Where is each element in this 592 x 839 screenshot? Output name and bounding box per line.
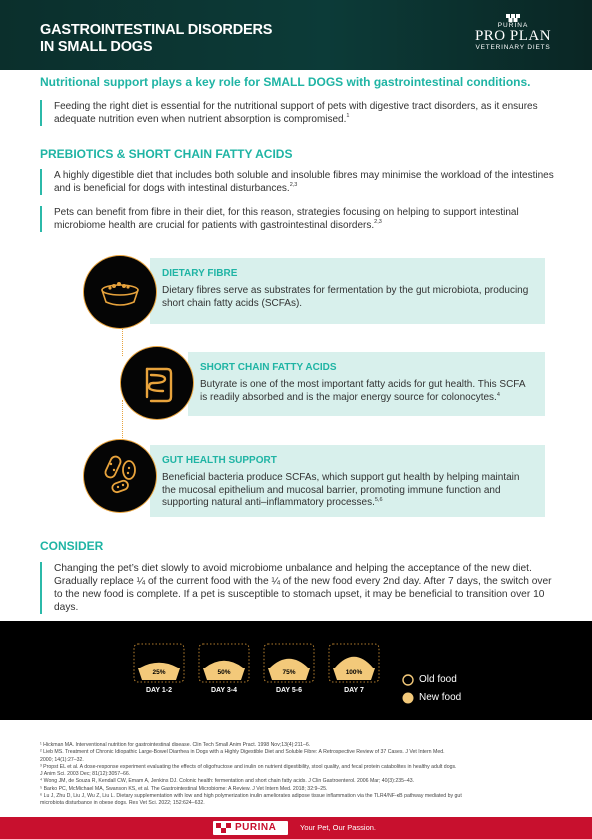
purina-logo xyxy=(213,821,288,835)
new-food-pile xyxy=(140,663,178,668)
step-day-label: DAY 1-2 xyxy=(145,687,173,694)
food-bowl-icon xyxy=(84,256,156,328)
old-food-swatch xyxy=(401,673,415,687)
transition-step xyxy=(199,644,249,682)
purina-logo-text: PURINA xyxy=(235,822,277,833)
reference-line: ³ Propst EL et al. A dose-response experiment evaluating the effects of oligofructose and inulin on nutrient digestibility, stool quality, and fecal protein catabolites in healthy adult dogs. xyxy=(40,763,457,770)
step-percentage: 100% xyxy=(345,669,363,676)
card-body-text: Dietary fibres serve as substrates for fermentation by the gut microbiota, producing short chain fatty acids (SCFAs). xyxy=(162,285,529,309)
card-sup: 4 xyxy=(496,391,500,398)
step-percentage: 25% xyxy=(152,669,166,676)
legend-old-food: Old food xyxy=(419,674,457,685)
card-body-text: Beneficial bacteria produce SCFAs, which support gut health by helping maintain the mucosal epithelium and mucosal barrier, promoting immune function and supporting natural anti–inflammatory processes. xyxy=(162,472,520,508)
card-title: DIETARY FIBRE xyxy=(162,268,238,279)
page-footer xyxy=(0,817,592,839)
step-day-label: DAY 3-4 xyxy=(210,687,238,694)
reference-line: ⁵ Barko PC, McMichael MA, Swanson KS, et al. The Gastrointestinal Microbiome: A Review. J Vet Intern Med. 2018; 32:9–25. xyxy=(40,785,328,792)
card-title: SHORT CHAIN FATTY ACIDS xyxy=(200,362,337,373)
reference-line: ² Lieb MS. Treatment of Chronic Idiopathic Large-Bowel Diarrhea in Dogs with a Highly Digestible Diet and Soluble Fibre: A Retrospective Review of 37 Cases. J Vet Intern Med. xyxy=(40,749,445,756)
legend-new-food: New food xyxy=(419,692,462,703)
reference-line: ⁴ Wong JM, de Souza R, Kendall CW, Emam A, Jenkins DJ. Colonic health: fermentation and short chain fatty acids. J Clin Gastroenterol. 2006 Mar; 40(3):235–43. xyxy=(40,778,415,785)
step-percentage: 50% xyxy=(217,669,231,676)
new-food-swatch xyxy=(401,691,415,705)
lead-post: with gastrointestinal conditions. xyxy=(343,75,531,89)
lead-pre: Nutritional support plays a key role for xyxy=(40,75,264,89)
title-line-1: GASTROINTESTINAL DISORDERS xyxy=(40,22,273,38)
prebiotics-p2-text: Pets can benefit from fibre in their diet, for this reason, strategies focusing on helping to support intestinal microbiome health are crucial for patients with gastrointestinal disorders. xyxy=(54,207,519,231)
new-food-pile xyxy=(270,659,308,668)
purina-crest-icon xyxy=(506,14,520,22)
purina-checkerboard-icon xyxy=(216,823,232,833)
reference-line: J Anim Sci. 2003 Dec; 81(12):3057–66. xyxy=(40,771,131,778)
reference-line: ⁶ Lu J, Zhu D, Liu J, Wu Z, Liu L. Dietary supplementation with low and high polymerization inulin ameliorates adipose tissue inflammation via the TLR4/NF-κB pathway mediated by gut xyxy=(40,793,462,800)
prebiotics-heading: PREBIOTICS & SHORT CHAIN FATTY ACIDS xyxy=(40,147,293,161)
intro-sup: 1 xyxy=(346,113,350,119)
prebiotics-p1-text: A highly digestible diet that includes both soluble and insoluble fibres may minimise the workload of the intestines and is beneficial for dogs with intestinal disturbances. xyxy=(54,170,554,194)
step-percentage: 75% xyxy=(282,669,296,676)
prebiotics-p1-sup: 2,3 xyxy=(289,182,298,188)
card-dietary-fibre xyxy=(150,258,545,324)
intro-text: Feeding the right diet is essential for the nutritional support of pets with digestive tract disorders, as it ensures adequate nutrition even when nutrient absorption is compromised. xyxy=(54,101,538,125)
brand-purina: PURINA xyxy=(497,22,529,29)
new-food-pile xyxy=(205,661,243,668)
card-short-chain-fatty-acids xyxy=(188,352,545,416)
brand-pro-plan: PRO PLAN xyxy=(474,28,552,44)
transition-step xyxy=(329,644,379,682)
page-header xyxy=(0,0,592,70)
pro-plan-logo xyxy=(468,14,558,51)
reference-line: ¹ Hickman MA. Interventional nutrition for gastrointestinal disease. Clin Tech Small Anim Pract. 1998 Nov;13(4):211–6. xyxy=(40,742,311,748)
card-gut-health-support xyxy=(150,445,545,517)
card-body xyxy=(200,379,533,404)
lead-strong: SMALL DOGS xyxy=(263,75,344,89)
intestine-icon xyxy=(121,347,193,419)
transition-step xyxy=(134,644,184,682)
consider-heading: CONSIDER xyxy=(40,539,104,553)
card-body xyxy=(162,472,533,510)
prebiotics-paragraph-2 xyxy=(40,206,554,232)
card-sup: 5,6 xyxy=(374,497,383,503)
food-transition-band xyxy=(0,621,592,720)
reference-line: 2000; 14(1):27–32. xyxy=(40,756,84,763)
card-body-text: Butyrate is one of the most important fatty acids for gut health. This SCFA is readily absorbed and is the major energy source for colonocytes. xyxy=(200,379,525,403)
lead-statement xyxy=(40,75,531,89)
page-title xyxy=(40,22,272,56)
transition-step xyxy=(264,644,314,682)
prebiotics-p2-sup: 2,3 xyxy=(374,219,382,225)
card-body xyxy=(162,285,533,310)
brand-veterinary-diets: VETERINARY DIETS xyxy=(475,44,551,51)
consider-paragraph: Changing the pet’s diet slowly to avoid microbiome unbalance and helping the acceptance of the new diet. Gradually replace ¼ of the current food with the ¼ of the new food every 2nd day. After 7 days, the switch over to the new food is complete. If a pet is susceptible to stomach upset, it may be beneficial to transition over 10 days. xyxy=(40,562,554,614)
card-title: GUT HEALTH SUPPORT xyxy=(162,455,277,466)
bacteria-icon xyxy=(84,440,156,512)
references xyxy=(40,742,560,808)
reference-line: microbiota disturbance in obese dogs. Res Vet Sci. 2022; 152:624–632. xyxy=(40,800,205,807)
new-food-pile xyxy=(335,657,373,668)
title-line-2: IN SMALL DOGS xyxy=(40,39,153,55)
step-day-label: DAY 7 xyxy=(344,687,364,694)
step-day-label: DAY 5-6 xyxy=(275,687,303,694)
prebiotics-paragraph-1 xyxy=(40,169,554,195)
footer-tagline: Your Pet, Our Passion. xyxy=(300,823,377,832)
intro-paragraph xyxy=(40,100,554,126)
